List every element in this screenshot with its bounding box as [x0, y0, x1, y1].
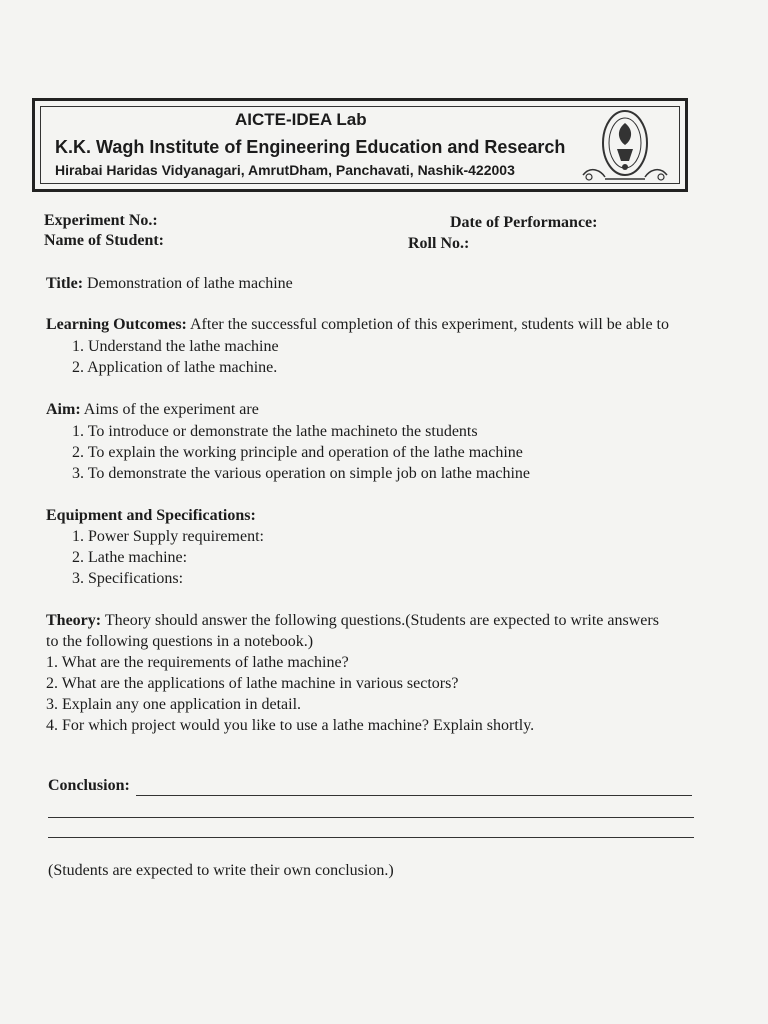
list-item: 2. Application of lathe machine. — [72, 359, 278, 376]
list-item: 2. Lathe machine: — [72, 549, 188, 566]
name-of-student-label: Name of Student: — [44, 232, 164, 249]
list-item: 1. Power Supply requirement: — [72, 528, 264, 545]
conclusion-label: Conclusion: — [48, 777, 130, 794]
conclusion-line — [48, 817, 694, 818]
theory-text: Theory should answer the following questions.(Students are expected to write answers — [104, 612, 659, 629]
list-item: 2. To explain the working principle and operation of the lathe machine — [72, 444, 523, 461]
date-of-performance-label: Date of Performance: — [450, 214, 598, 231]
equipment-label: Equipment and Specifications: — [46, 507, 256, 524]
list-item: 1. To introduce or demonstrate the lathe machineto the students — [72, 423, 478, 440]
institute-address: Hirabai Haridas Vidyanagari, AmrutDham, Panchavati, Nashik-422003 — [55, 162, 515, 178]
title-line — [46, 275, 293, 293]
title-label: Title: — [46, 275, 84, 292]
conclusion-note: (Students are expected to write their own conclusion.) — [48, 862, 394, 879]
aim-label: Aim: — [46, 401, 81, 418]
aim-line — [46, 401, 259, 419]
theory-text-continued: to the following questions in a notebook.) — [46, 633, 314, 650]
theory-question: 2. What are the applications of lathe machine in various sectors? — [46, 675, 459, 692]
theory-label: Theory: — [46, 612, 102, 629]
learning-outcomes-line — [46, 316, 669, 334]
conclusion-line — [136, 795, 692, 796]
learning-outcomes-text: After the successful completion of this experiment, students will be able to — [190, 316, 669, 333]
theory-question: 4. For which project would you like to use a lathe machine? Explain shortly. — [46, 717, 535, 734]
list-item: 3. Specifications: — [72, 570, 184, 587]
header-box — [32, 98, 688, 192]
list-item: 1. Understand the lathe machine — [72, 338, 279, 355]
conclusion-line — [48, 837, 694, 838]
list-item: 3. To demonstrate the various operation on simple job on lathe machine — [72, 465, 531, 482]
institute-seal-logo — [575, 105, 675, 185]
aim-text: Aims of the experiment are — [83, 401, 259, 418]
theory-line — [46, 612, 659, 630]
lab-name: AICTE-IDEA Lab — [235, 110, 367, 129]
theory-question: 3. Explain any one application in detail. — [46, 696, 302, 713]
experiment-no-label: Experiment No.: — [44, 212, 158, 229]
roll-no-label: Roll No.: — [408, 235, 470, 252]
learning-outcomes-label: Learning Outcomes: — [46, 316, 187, 333]
institute-name: K.K. Wagh Institute of Engineering Education and Research — [55, 137, 566, 157]
theory-question: 1. What are the requirements of lathe machine? — [46, 654, 349, 671]
title-text: Demonstration of lathe machine — [87, 275, 293, 292]
